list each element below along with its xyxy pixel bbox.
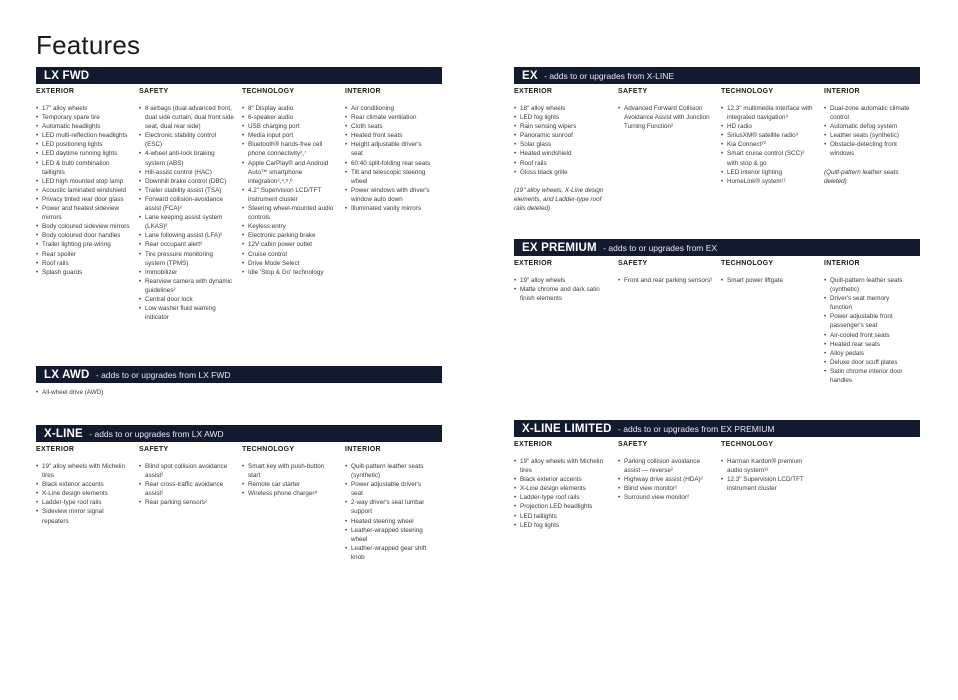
list-item: • 12V cabin power outlet (242, 240, 337, 249)
column-heading: TECHNOLOGY (721, 260, 774, 267)
feature-column-technology (721, 88, 824, 213)
list-item: • Satin chrome interior door handles (824, 367, 912, 385)
section-subtitle: - adds to or upgrades from LX AWD (86, 428, 224, 439)
feature-list (139, 462, 234, 507)
section-subtitle-text: adds to or upgrades from EX PREMIUM (623, 423, 775, 434)
section-lx-fwd (36, 67, 442, 322)
list-item: • Leather-wrapped steering wheel (345, 526, 434, 544)
feature-column-interior (824, 88, 920, 213)
list-item: • Cloth seats (345, 122, 434, 131)
list-item: • Black exterior accents (514, 475, 610, 484)
feature-column-technology (721, 441, 824, 530)
list-item: • LED & bulb combination taillights (36, 159, 131, 177)
list-item: • Roof rails (36, 259, 131, 268)
section-subtitle-text: adds to or upgrades from LX FWD (101, 369, 231, 380)
list-item: • HD radio (721, 122, 816, 131)
list-item: • Body coloured sideview mirrors (36, 222, 131, 231)
list-item: • Highway drive assist (HDA)² (618, 475, 713, 484)
feature-column-exterior (514, 260, 618, 385)
feature-note: (19" alloy wheels, X-Line design elements, and Ladder-type roof rails deleted) (514, 186, 604, 212)
column-heading: INTERIOR (345, 446, 381, 453)
column-heading: TECHNOLOGY (242, 88, 295, 95)
feature-list (618, 276, 713, 285)
section-header-bar (36, 67, 442, 84)
list-item: • SiriusXM® satellite radio⁹ (721, 131, 816, 140)
list-item: • Harman Kardon® premium audio system¹² (721, 457, 816, 475)
list-item: • Rear occupant alert² (139, 240, 234, 249)
feature-column-safety (618, 260, 721, 385)
list-item: • Sideview mirror signal repeaters (36, 507, 131, 525)
list-item: • 2-way driver's seat lumbar support (345, 498, 434, 516)
feature-column-exterior (514, 441, 618, 530)
list-item: • Bluetooth® hands-free cell phone connectivity²,⁷ (242, 140, 337, 158)
list-item: • Parking collision avoidance assist — reverse² (618, 457, 713, 475)
column-heading: EXTERIOR (36, 446, 75, 453)
list-item: • Apple CarPlay® and Android Auto™ smartphone integration³,⁴,⁵,⁶ (242, 159, 337, 186)
feature-column-interior (345, 446, 442, 562)
list-item: • Smart key with push-button start (242, 462, 337, 480)
section-subtitle-text: adds to or upgrades from EX (608, 242, 718, 253)
list-item: • Splash guards (36, 268, 131, 277)
feature-column-safety (139, 446, 242, 562)
section-header-bar (36, 425, 442, 442)
list-item: • Leather seats (synthetic) (824, 131, 912, 140)
list-item: • Smart power liftgate (721, 276, 816, 285)
feature-column-safety (618, 441, 721, 530)
list-item: • 12.3" Supervision LCD/TFT instrument cluster (721, 475, 816, 493)
list-item: • Rearview camera with dynamic guidelines² (139, 277, 234, 295)
list-item: • 19" alloy wheels with Michelin tires (514, 457, 610, 475)
feature-columns (514, 88, 920, 213)
list-item: • Privacy tinted rear door glass (36, 195, 131, 204)
column-heading: SAFETY (618, 441, 648, 448)
list-item: • Matte chrome and dark satin finish elements (514, 285, 610, 303)
list-item: • Rear parking sensors² (139, 498, 234, 507)
column-heading: EXTERIOR (514, 260, 553, 267)
feature-list (618, 457, 713, 502)
list-item: • Forward collision-avoidance assist (FCA)² (139, 195, 234, 213)
section-header-bar (514, 239, 920, 256)
list-item: • Automatic headlights (36, 122, 131, 131)
list-item: • Electronic stability control (ESC) (139, 131, 234, 149)
section-subtitle: - adds to or upgrades from EX PREMIUM (615, 423, 775, 434)
list-item: • Lane following assist (LFA)² (139, 231, 234, 240)
list-item: • Tire pressure monitoring system (TPMS) (139, 250, 234, 268)
list-item: • Ladder-type roof rails (36, 498, 131, 507)
feature-list (618, 104, 713, 131)
list-item: • Power adjustable driver's seat (345, 480, 434, 498)
list-item: • Rear climate ventilation (345, 113, 434, 122)
section-name: LX AWD (44, 368, 90, 381)
list-item: • Immobilizer (139, 268, 234, 277)
list-item: • Downhill brake control (DBC) (139, 177, 234, 186)
column-heading: SAFETY (139, 88, 169, 95)
list-item: • X-Line design elements (514, 484, 610, 493)
feature-column-exterior (514, 88, 618, 213)
feature-list (345, 462, 434, 562)
feature-list (721, 104, 816, 186)
list-item: • 18" alloy wheels (514, 104, 610, 113)
feature-columns (514, 441, 920, 530)
list-item: • Electronic parking brake (242, 231, 337, 240)
list-item: • Automatic defog system (824, 122, 912, 131)
page-title: Features (36, 30, 141, 60)
column-heading: TECHNOLOGY (721, 88, 774, 95)
list-item: • Trailer stability assist (TSA) (139, 186, 234, 195)
list-item: • Quilt-pattern leather seats (synthetic) (345, 462, 434, 480)
feature-column-interior (824, 260, 920, 385)
list-item: • Acoustic laminated windshield (36, 186, 131, 195)
list-item: • Smart cruise control (SCC)² with stop & go (721, 149, 816, 167)
feature-note: (Quilt-pattern leather seats deleted) (824, 168, 899, 185)
section-subtitle-text: adds to or upgrades from LX AWD (94, 428, 224, 439)
feature-column-safety (618, 88, 721, 213)
list-item: • Black exterior accents (36, 480, 131, 489)
list-item: • Remote car starter (242, 480, 337, 489)
list-item: • Height adjustable driver's seat (345, 140, 434, 158)
list-item: • Dual-zone automatic climate control (824, 104, 912, 122)
list-item: • Trailer lighting pre-wiring (36, 240, 131, 249)
section-x-line-limited (514, 420, 920, 530)
list-item: • LED high mounted stop lamp (36, 177, 131, 186)
list-item: • 8" Display audio (242, 104, 337, 113)
feature-column-exterior (36, 446, 139, 562)
list-item: • 4-wheel anti-lock braking system (ABS) (139, 149, 234, 167)
list-item: • Lane keeping assist system (LKAS)² (139, 213, 234, 231)
feature-column-exterior (36, 88, 139, 322)
list-item: • Heated steering wheel (345, 517, 434, 526)
section-name: LX FWD (44, 69, 90, 82)
list-item: • Blind spot collision avoidance assist² (139, 462, 234, 480)
feature-columns (514, 260, 920, 385)
list-item: • Projection LED headlights (514, 502, 610, 511)
list-item: • Central door lock (139, 295, 234, 304)
section-header-bar (514, 420, 920, 437)
list-item: • Kia Connect¹⁰ (721, 140, 816, 149)
list-item: • Heated front seats (345, 131, 434, 140)
section-ex-premium (514, 239, 920, 385)
list-item: • Gloss black grille (514, 168, 610, 177)
feature-list (345, 104, 434, 213)
feature-list (514, 457, 610, 530)
list-item: • Blind view monitor² (618, 484, 713, 493)
feature-column-safety (139, 88, 242, 322)
column-heading: TECHNOLOGY (242, 446, 295, 453)
list-item: • Keyless entry (242, 222, 337, 231)
list-item: • LED multi-reflection headlights (36, 131, 131, 140)
list-item: • Air-cooled front seats (824, 331, 912, 340)
section-name: X-LINE LIMITED (522, 422, 612, 435)
list-item: • Advanced Forward Collision Avoidance Assist with Junction Turning Function² (618, 104, 713, 131)
section-header-bar (514, 67, 920, 84)
section-subtitle: - adds to or upgrades from X-LINE (541, 70, 675, 81)
section-name: EX (522, 69, 538, 82)
list-item: • 19" alloy wheels with Michelin tires (36, 462, 131, 480)
list-item: • 6-speaker audio (242, 113, 337, 122)
column-heading: EXTERIOR (514, 88, 553, 95)
list-item: • Ladder-type roof rails (514, 493, 610, 502)
section-subtitle: - adds to or upgrades from LX FWD (93, 369, 231, 380)
list-item: • USB charging port (242, 122, 337, 131)
feature-list (139, 104, 234, 322)
list-item: • Drive Mode Select (242, 259, 337, 268)
list-item: • Solar glass (514, 140, 610, 149)
column-heading: SAFETY (139, 446, 169, 453)
list-item: • Surround view monitor² (618, 493, 713, 502)
list-item: • Temporary spare tire (36, 113, 131, 122)
feature-column-technology (242, 446, 345, 562)
section-header-bar (36, 366, 442, 383)
list-item: • 4.2" Supervision LCD/TFT instrument cluster (242, 186, 337, 204)
column-heading: SAFETY (618, 88, 648, 95)
feature-list (514, 276, 610, 303)
list-item: • 8 airbags (dual advanced front, dual side curtain, dual front side seat, dual rear side) (139, 104, 234, 131)
column-heading: INTERIOR (345, 88, 381, 95)
column-heading: INTERIOR (824, 260, 860, 267)
feature-list (721, 457, 816, 493)
feature-column-technology (242, 88, 345, 322)
feature-list (242, 462, 337, 498)
list-item: • LED daytime running lights (36, 149, 131, 158)
list-item: • 17" alloy wheels (36, 104, 131, 113)
section-subtitle: - adds to or upgrades from EX (600, 242, 718, 253)
list-item: • Air conditioning (345, 104, 434, 113)
list-item: • Quilt-pattern leather seats (synthetic) (824, 276, 912, 294)
list-item: • Power adjustable front passenger's seat (824, 312, 912, 330)
feature-list (514, 104, 610, 177)
list-item: • Heated windshield (514, 149, 610, 158)
list-item: • Rear cross-traffic avoidance assist² (139, 480, 234, 498)
feature-list (36, 462, 131, 526)
list-item: • LED fog lights (514, 521, 610, 530)
list-item: • Front and rear parking sensors² (618, 276, 713, 285)
list-item: • LED positioning lights (36, 140, 131, 149)
section-name: EX PREMIUM (522, 241, 597, 254)
feature-list (721, 276, 816, 285)
list-item: • Alloy pedals (824, 349, 912, 358)
section-x-line (36, 425, 442, 562)
column-heading: INTERIOR (824, 88, 860, 95)
list-item: • 60:40 split-folding rear seats (345, 159, 434, 168)
list-item: • Deluxe door scuff plates (824, 358, 912, 367)
list-item: • 19" alloy wheels (514, 276, 610, 285)
section-lx-awd (36, 366, 442, 397)
section-subtitle-text: adds to or upgrades from X-LINE (549, 70, 675, 81)
list-item: • LED interior lighting (721, 168, 816, 177)
feature-list (36, 104, 131, 277)
list-item: • Media input port (242, 131, 337, 140)
list-item: • Tilt and telescopic steering wheel (345, 168, 434, 186)
list-item: • Rain sensing wipers (514, 122, 610, 131)
column-heading: TECHNOLOGY (721, 441, 774, 448)
list-item: • Leather-wrapped gear shift knob (345, 544, 434, 562)
list-item: • 12.3" multimedia interface with integrated navigation⁹ (721, 104, 816, 122)
list-item: • Cruise control (242, 250, 337, 259)
section-name: X-LINE (44, 427, 83, 440)
list-item: • Idle 'Stop & Go' technology (242, 268, 337, 277)
list-item: • Low washer fluid warning indicator (139, 304, 234, 322)
feature-column-technology (721, 260, 824, 385)
feature-columns (36, 446, 442, 562)
list-item: • Body coloured door handles (36, 231, 131, 240)
column-heading: SAFETY (618, 260, 648, 267)
list-item: • Panoramic sunroof (514, 131, 610, 140)
list-item: • Power windows with driver's window auto down (345, 186, 434, 204)
list-item: • All-wheel drive (AWD) (36, 388, 442, 397)
feature-list (242, 104, 337, 277)
section-ex (514, 67, 920, 213)
list-item: • Power and heated sideview mirrors (36, 204, 131, 222)
feature-list (824, 104, 912, 159)
list-item: • X-Line design elements (36, 489, 131, 498)
list-item: • Wireless phone charger⁸ (242, 489, 337, 498)
list-item: • Illuminated vanity mirrors (345, 204, 434, 213)
column-heading: EXTERIOR (514, 441, 553, 448)
list-item: • Rear spoiler (36, 250, 131, 259)
feature-column-interior (345, 88, 442, 322)
column-heading: EXTERIOR (36, 88, 75, 95)
list-item: • LED taillights (514, 512, 610, 521)
list-item: • LED fog lights (514, 113, 610, 122)
list-item: • Driver's seat memory function (824, 294, 912, 312)
list-item: • Roof rails (514, 159, 610, 168)
list-item: • Obstacle-detecting front windows (824, 140, 912, 158)
list-item: • HomeLink® system¹¹ (721, 177, 816, 186)
list-item: • Heated rear seats (824, 340, 912, 349)
feature-list (824, 276, 912, 385)
list-item: • Steering wheel-mounted audio controls (242, 204, 337, 222)
list-item: • Hill-assist control (HAC) (139, 168, 234, 177)
feature-columns (36, 88, 442, 322)
